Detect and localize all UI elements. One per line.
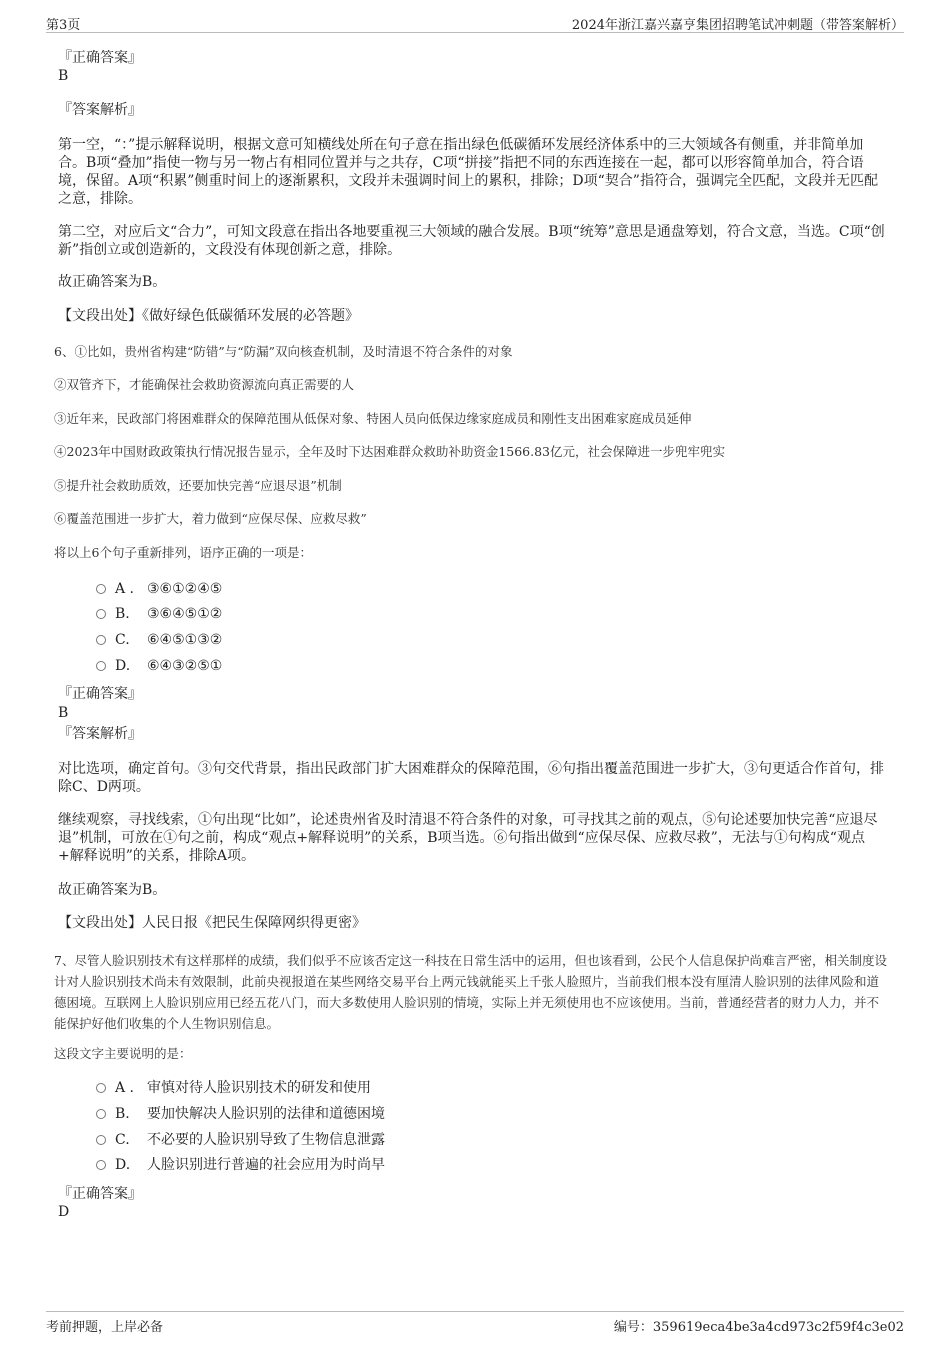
q5-answer-label: 『正确答案』: [58, 50, 142, 66]
radio-button-icon[interactable]: [96, 1135, 106, 1145]
q5-analysis-label: 『答案解析』: [58, 102, 142, 118]
q7-answer-label: 『正确答案』: [58, 1186, 142, 1202]
q6-sentence-3: ③近年来，民政部门将困难群众的保障范围从低保对象、特困人员向低保边缘家庭成员和刚性支出困难家庭成员延伸: [54, 411, 692, 426]
q6-option-a[interactable]: [96, 580, 222, 598]
q6-option-b[interactable]: [96, 605, 222, 623]
radio-button-icon[interactable]: [96, 1160, 106, 1170]
option-text: ③⑥①②④⑤: [147, 581, 223, 597]
footer-slogan: 考前押题，上岸必备: [46, 1320, 164, 1335]
q7-prompt: 这段文字主要说明的是：: [54, 1046, 192, 1061]
q5-analysis-p3: 故正确答案为B。: [58, 274, 167, 290]
option-text: 不必要的人脸识别导致了生物信息泄露: [147, 1132, 385, 1148]
q7-answer: D: [58, 1204, 70, 1220]
radio-button-icon[interactable]: [96, 1083, 106, 1093]
page-footer: [46, 1311, 904, 1335]
option-text: 要加快解决人脸识别的法律和道德困境: [147, 1106, 385, 1122]
q7-option-c[interactable]: [96, 1131, 385, 1149]
option-text: ⑥④⑤①③②: [147, 632, 223, 648]
option-text: ③⑥④⑤①②: [147, 606, 223, 622]
q6-sentence-1: 6、①比如，贵州省构建“防错”与“防漏”双向核查机制，及时清退不符合条件的对象: [54, 344, 513, 359]
q6-sentence-4: ④2023年中国财政政策执行情况报告显示，全年及时下达困难群众救助补助资金1566.83亿元，社会保障进一步兜牢兜实: [54, 444, 726, 459]
page-number: 第3页: [46, 18, 81, 33]
q5-analysis-p2: 第二空，对应后文“合力”，可知文段意在指出各地要重视三大领域的融合发展。B项“统筹”意思是通盘筹划，符合文意，当选。C项“创新”指创立或创造新的，文段没有体现创新之意，排除。: [58, 224, 885, 258]
q6-answer-label: 『正确答案』: [58, 686, 142, 702]
radio-button-icon[interactable]: [96, 1109, 106, 1119]
page-header: [46, 12, 904, 33]
q5-analysis-p1: 第一空，“：”提示解释说明，根据文意可知横线处所在句子意在指出绿色低碳循环发展经济体系中的三大领域各有侧重，并非简单加合。B项“叠加”指使一物与另一物占有相同位置并与之共存，C项“拼接”指把不同的东西连接在一起，都可以形容简单加合，符合语境，保留。A项“积累”侧重时间上的逐渐累积，文段并未强调时间上的累积，排除；D项“契合”指符合，强调完全匹配，文段并无匹配之意，排除。: [58, 137, 878, 207]
option-letter: D.: [115, 658, 131, 674]
option-letter: C.: [115, 1132, 130, 1148]
q7-option-d[interactable]: [96, 1156, 385, 1174]
q6-analysis-p2: 继续观察，寻找线索，①句出现“比如”，论述贵州省及时清退不符合条件的对象，可寻找其之前的观点，⑤句论述要加快完善“应退尽退”机制，可放在①句之前，构成“观点+解释说明”的关系，B项当选。⑥句指出做到“应保尽保、应救尽救”，无法与①句构成“观点+解释说明”的关系，排除A项。: [58, 812, 878, 864]
q6-prompt: 将以上6个句子重新排列，语序正确的一项是：: [54, 545, 312, 560]
q6-analysis-p3: 故正确答案为B。: [58, 882, 167, 898]
q7-stem: 7、尽管人脸识别技术有这样那样的成绩，我们似乎不应该否定这一科技在日常生活中的运用，但也该看到，公民个人信息保护尚难言严密，相关制度设计对人脸识别技术尚未有效限制，此前央视报道在某些网络交易平台上两元钱就能买上千张人脸照片，当前我们根本没有厘清人脸识别的法律风险和道德困境。互联网上人脸识别应用已经五花八门，而大多数使用人脸识别的情境，实际上并无须使用也不应该使用。当前，普通经营者的财力人力，并不能保护好他们收集的个人生物识别信息。: [54, 953, 887, 1031]
option-text: 人脸识别进行普遍的社会应用为时尚早: [147, 1157, 385, 1173]
q6-analysis-p1: 对比选项，确定首句。③句交代背景，指出民政部门扩大困难群众的保障范围，⑥句指出覆盖范围进一步扩大，③句更适合作首句，排除C、D两项。: [58, 761, 884, 795]
document-title: 2024年浙江嘉兴嘉亨集团招聘笔试冲刺题（带答案解析）: [571, 18, 904, 33]
document-code: 编号：359619eca4be3a4cd973c2f59f4c3e02: [613, 1320, 904, 1335]
q6-source: 【文段出处】人民日报《把民生保障网织得更密》: [58, 915, 366, 931]
option-letter: A .: [115, 581, 135, 597]
q6-sentence-2: ②双管齐下，才能确保社会救助资源流向真正需要的人: [54, 377, 355, 392]
option-letter: B.: [115, 606, 130, 622]
q6-answer: B: [58, 705, 69, 721]
option-text: ⑥④③②⑤①: [147, 658, 223, 674]
option-letter: B.: [115, 1106, 130, 1122]
q5-source: 【文段出处】《做好绿色低碳循环发展的必答题》: [58, 308, 359, 324]
q5-answer: B: [58, 68, 69, 84]
q7-option-b[interactable]: [96, 1105, 385, 1123]
q6-option-c[interactable]: [96, 631, 222, 649]
option-letter: D.: [115, 1157, 131, 1173]
q6-analysis-label: 『答案解析』: [58, 726, 142, 742]
radio-button-icon[interactable]: [96, 635, 106, 645]
q7-option-a[interactable]: [96, 1079, 371, 1097]
q6-sentence-6: ⑥覆盖范围进一步扩大，着力做到“应保尽保、应救尽救”: [54, 511, 367, 526]
radio-button-icon[interactable]: [96, 584, 106, 594]
radio-button-icon[interactable]: [96, 609, 106, 619]
option-letter: A .: [115, 1080, 135, 1096]
q6-option-d[interactable]: [96, 657, 222, 675]
q6-sentence-5: ⑤提升社会救助质效，还要加快完善“应退尽退”机制: [54, 478, 342, 493]
option-letter: C.: [115, 632, 130, 648]
radio-button-icon[interactable]: [96, 661, 106, 671]
option-text: 审慎对待人脸识别技术的研发和使用: [147, 1080, 371, 1096]
